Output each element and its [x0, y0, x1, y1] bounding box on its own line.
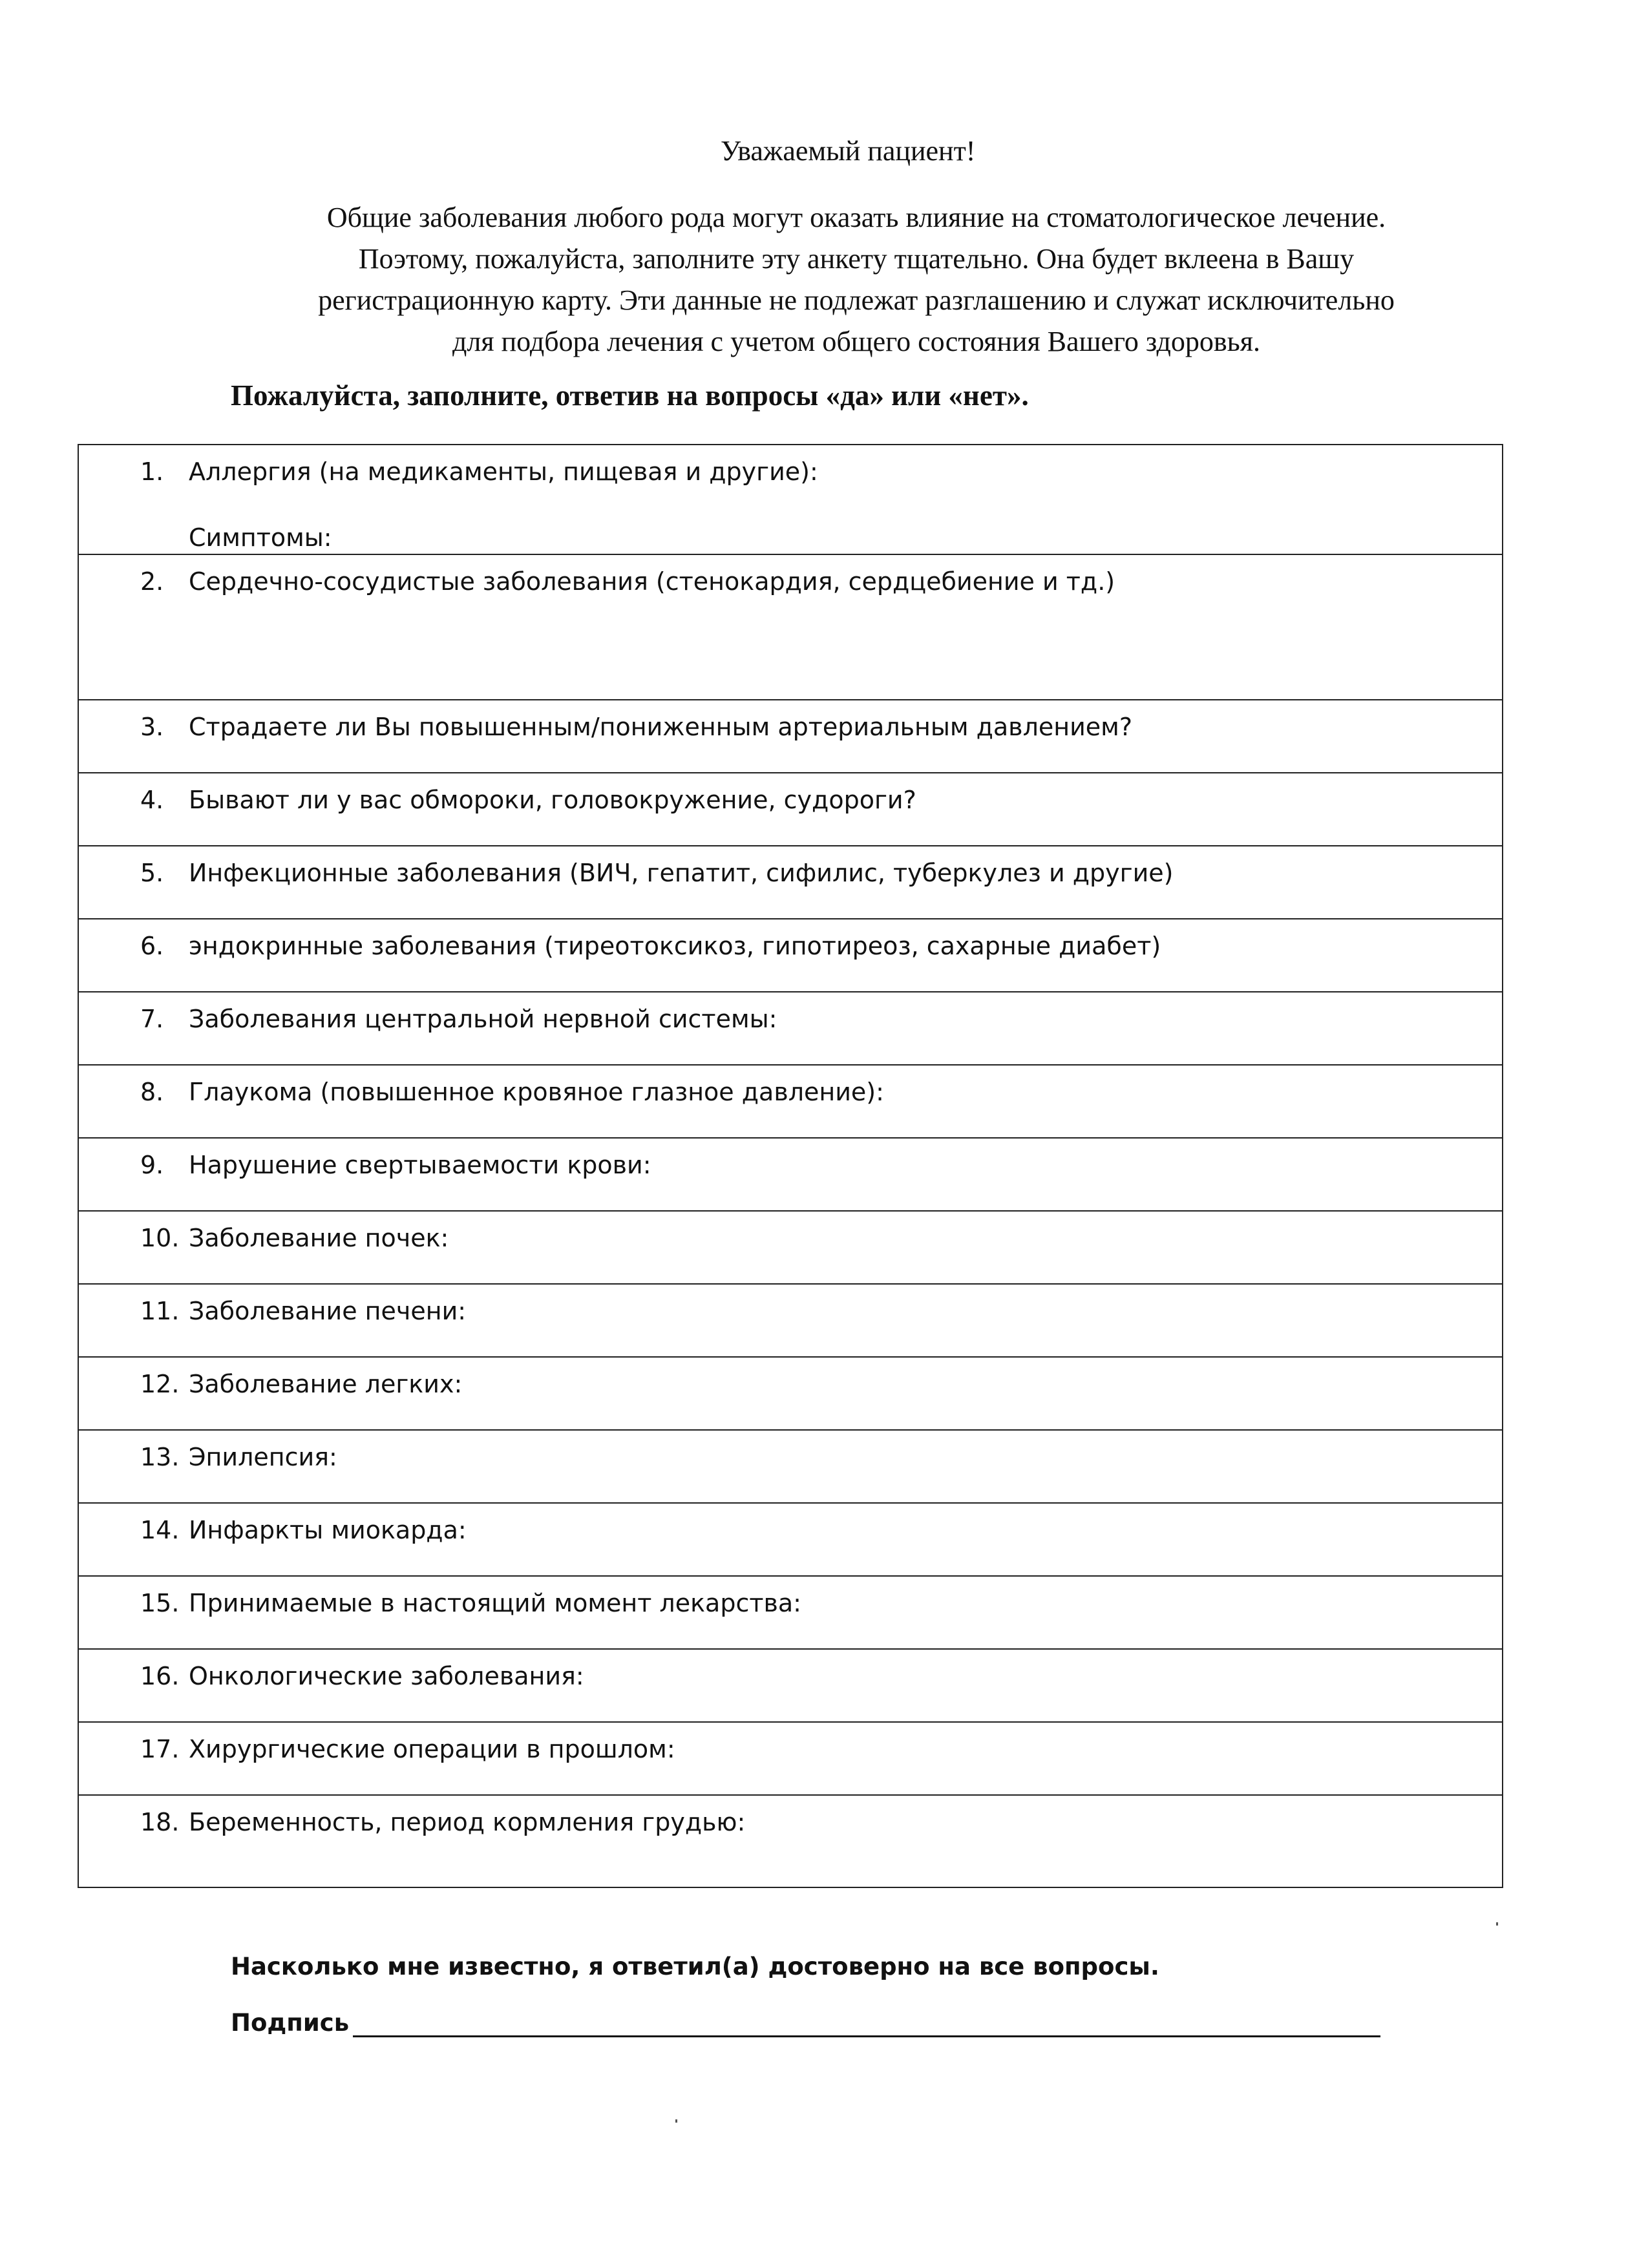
- question-number: 1.: [140, 457, 164, 486]
- question-text: Онкологические заболевания:: [189, 1662, 584, 1690]
- question-text: Эпилепсия:: [189, 1443, 337, 1471]
- question-text: Заболевания центральной нервной системы:: [189, 1005, 777, 1033]
- intro-line: Общие заболевания любого рода могут оказать влияние на стоматологическое лечение.: [326, 202, 1386, 233]
- answer-field[interactable]: [79, 1476, 1502, 1502]
- greeting-heading: Уважаемый пациент!: [721, 135, 976, 167]
- answer-field[interactable]: [79, 1403, 1502, 1429]
- scan-speck: [675, 2119, 677, 2123]
- question-number: 3.: [140, 713, 164, 741]
- question-number: 18.: [140, 1808, 180, 1836]
- intro-line: Поэтому, пожалуйста, заполните эту анкету тщательно. Она будет вклеена в Вашу: [358, 243, 1355, 275]
- answer-field[interactable]: [79, 1769, 1502, 1794]
- question-row: [79, 1575, 1502, 1648]
- answer-field[interactable]: [79, 528, 1502, 554]
- answer-field[interactable]: [79, 1549, 1502, 1575]
- question-text: Сердечно-сосудистые заболевания (стенокардия, сердцебиение и тд.): [189, 567, 1115, 596]
- signature-line[interactable]: [353, 2035, 1380, 2037]
- question-row: [79, 918, 1502, 991]
- answer-field[interactable]: [79, 746, 1502, 772]
- question-text: Аллергия (на медикаменты, пищевая и другие):: [189, 457, 818, 486]
- intro-line: регистрационную карту. Эти данные не подлежат разглашению и служат исключительно: [318, 284, 1395, 316]
- instruction-text: Пожалуйста, заполните, ответив на вопросы «да» или «нет».: [231, 379, 1029, 412]
- question-row: [79, 1137, 1502, 1210]
- question-row: [79, 772, 1502, 845]
- question-row: [79, 1502, 1502, 1575]
- question-text: Инфекционные заболевания (ВИЧ, гепатит, сифилис, туберкулез и другие): [189, 859, 1174, 887]
- confirmation-statement: Насколько мне известно, я ответил(а) достоверно на все вопросы.: [231, 1953, 1159, 1980]
- question-text: Беременность, период кормления грудью:: [189, 1808, 746, 1836]
- question-number: 13.: [140, 1443, 180, 1471]
- question-number: 5.: [140, 859, 164, 887]
- questionnaire-table: [78, 444, 1503, 1888]
- question-number: 16.: [140, 1662, 180, 1690]
- answer-field[interactable]: [79, 1696, 1502, 1721]
- question-number: 8.: [140, 1078, 164, 1106]
- signature-label: Подпись: [231, 2009, 350, 2037]
- answer-field[interactable]: [79, 1038, 1502, 1064]
- answer-field[interactable]: [79, 1330, 1502, 1356]
- question-row: [79, 1721, 1502, 1794]
- question-text: Инфаркты миокарда:: [189, 1516, 467, 1544]
- question-subfield-label: Симптомы:: [189, 523, 332, 552]
- question-row: [79, 1794, 1502, 1867]
- question-number: 15.: [140, 1589, 180, 1617]
- question-number: 7.: [140, 1005, 164, 1033]
- question-text: Нарушение свертываемости крови:: [189, 1151, 651, 1179]
- question-row: [79, 1429, 1502, 1502]
- question-row: [79, 699, 1502, 772]
- question-number: 2.: [140, 567, 164, 596]
- answer-field[interactable]: [79, 819, 1502, 845]
- question-row: [79, 1648, 1502, 1721]
- question-number: 12.: [140, 1370, 180, 1398]
- question-number: 11.: [140, 1297, 180, 1325]
- question-row: [79, 1356, 1502, 1429]
- answer-field[interactable]: [79, 1842, 1502, 1867]
- question-number: 9.: [140, 1151, 164, 1179]
- question-number: 6.: [140, 932, 164, 960]
- question-row: [79, 991, 1502, 1064]
- question-number: 14.: [140, 1516, 180, 1544]
- question-text: Страдаете ли Вы повышенным/пониженным артериальным давлением?: [189, 713, 1132, 741]
- question-row: [79, 1064, 1502, 1137]
- answer-field[interactable]: [79, 1184, 1502, 1210]
- question-text: Бывают ли у вас обмороки, головокружение, судороги?: [189, 786, 916, 814]
- question-row: [79, 554, 1502, 699]
- scan-speck: [1496, 1922, 1498, 1926]
- question-number: 10.: [140, 1224, 180, 1252]
- answer-field[interactable]: [79, 673, 1502, 699]
- question-number: 17.: [140, 1735, 180, 1763]
- intro-line: для подбора лечения с учетом общего состояния Вашего здоровья.: [452, 326, 1260, 357]
- question-row: [79, 1283, 1502, 1356]
- answer-field[interactable]: [79, 1622, 1502, 1648]
- question-row: [79, 845, 1502, 918]
- question-text: эндокринные заболевания (тиреотоксикоз, гипотиреоз, сахарные диабет): [189, 932, 1161, 960]
- answer-field[interactable]: [79, 1111, 1502, 1137]
- answer-field[interactable]: [79, 892, 1502, 918]
- question-text: Заболевание легких:: [189, 1370, 463, 1398]
- question-text: Принимаемые в настоящий момент лекарства:: [189, 1589, 801, 1617]
- question-text: Заболевание печени:: [189, 1297, 467, 1325]
- question-number: 4.: [140, 786, 164, 814]
- question-row: [79, 445, 1502, 554]
- question-text: Глаукома (повышенное кровяное глазное давление):: [189, 1078, 884, 1106]
- question-text: Заболевание почек:: [189, 1224, 449, 1252]
- intro-paragraph: [213, 197, 1499, 362]
- question-text: Хирургические операции в прошлом:: [189, 1735, 675, 1763]
- answer-field[interactable]: [79, 1257, 1502, 1283]
- answer-field[interactable]: [79, 965, 1502, 991]
- question-row: [79, 1210, 1502, 1283]
